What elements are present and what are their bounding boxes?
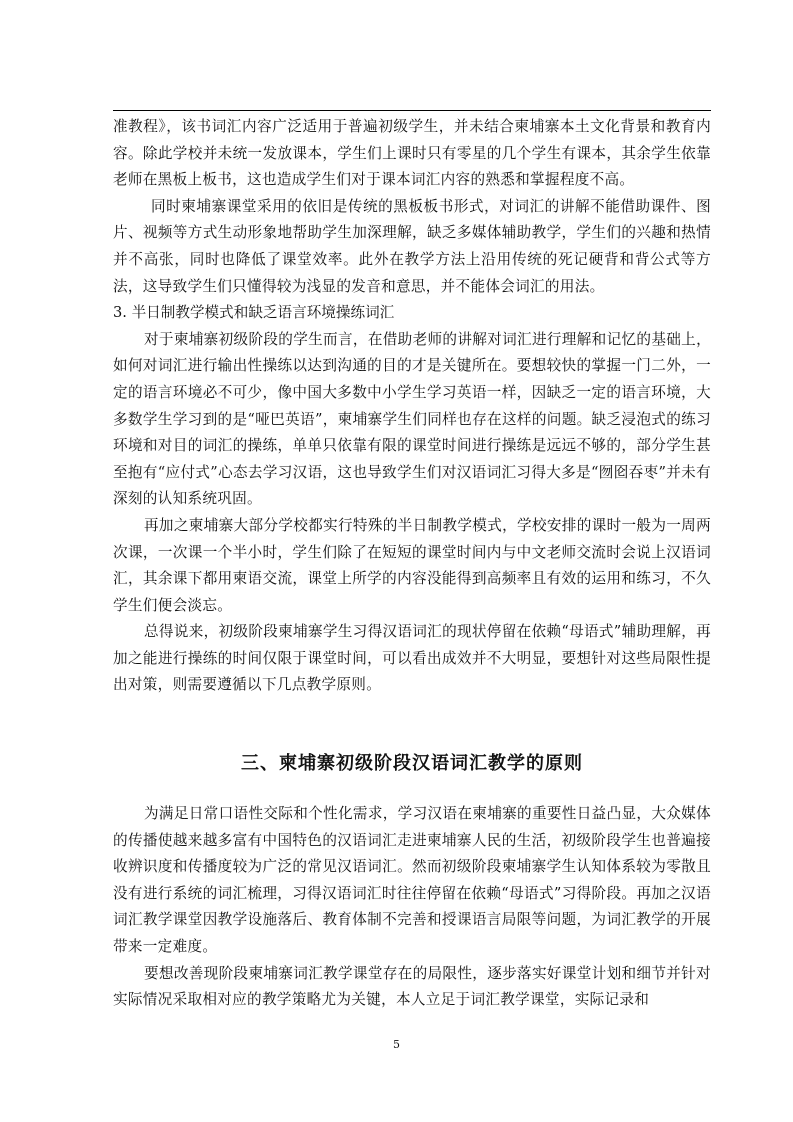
page-number: 5 bbox=[393, 1038, 400, 1051]
spacer bbox=[113, 699, 711, 749]
section-title: 三、柬埔寨初级阶段汉语词汇教学的原则 bbox=[241, 753, 583, 775]
paragraph: 要想改善现阶段柬埔寨词汇教学课堂存在的局限性，逐步落实好课堂计划和细节并针对实际情况采取相对应的教学策略尤为关键，本人立足于词汇教学课堂，实际记录和 bbox=[113, 964, 711, 1009]
paragraph: 总得说来，初级阶段柬埔寨学生习得汉语词汇的现状停留在依赖“母语式”辅助理解，再加之能进行操练的时间仅限于课堂时间，可以看出成效并不大明显，要想针对这些局限性提出对策，则需要遵循以下几点教学原则。 bbox=[113, 623, 711, 694]
subheading: 3. 半日制教学模式和缺乏语言环境操练词汇 bbox=[113, 304, 395, 322]
paragraph: 同时柬埔寨课堂采用的依旧是传统的黑板板书形式，对词汇的讲解不能借助课件、图片、视频等方式生动形象地帮助学生加深理解，缺乏多媒体辅助教学，学生们的兴趣和热情并不高张，同时也降低了课堂效率。此外在教学方法上沿用传统的死记硬背和背公式等方法，这导致学生们只懂得较为浅显的发音和意思，并不能体会词汇的用法。 bbox=[113, 197, 711, 295]
paragraph-continued: 准教程》，该书词汇内容广泛适用于普遍初级学生，并未结合柬埔寨本土文化背景和教育内容。除此学校并未统一发放课本，学生们上课时只有零星的几个学生有课本，其余学生依靠老师在黑板上板书，这也造成学生们对于课本词汇内容的熟悉和掌握程度不高。 bbox=[113, 118, 711, 189]
page-body bbox=[113, 114, 711, 1014]
paragraph: 再加之柬埔寨大部分学校都实行特殊的半日制教学模式，学校安排的课时一般为一周两次课，一次课一个半小时，学生们除了在短短的课堂时间内与中文老师交流时会说上汉语词汇，其余课下都用柬语交流，课堂上所学的内容没能得到高频率且有效的运用和练习，不久学生们便会淡忘。 bbox=[113, 516, 711, 614]
paragraph: 为满足日常口语性交际和个性化需求，学习汉语在柬埔寨的重要性日益凸显，大众媒体的传播使越来越多富有中国特色的汉语词汇走进柬埔寨人民的生活，初级阶段学生也普遍接收辨识度和传播度较为广泛的常见汉语词汇。然而初级阶段柬埔寨学生认知体系较为零散且没有进行系统的词汇梳理，习得汉语词汇时往往停留在依赖“母语式”习得阶段。再加之汉语词汇教学课堂因教学设施落后、教育体制不完善和授课语言局限等问题，为词汇教学的开展带来一定难度。 bbox=[113, 805, 711, 956]
header-rule bbox=[113, 110, 711, 111]
spacer bbox=[113, 779, 711, 801]
paragraph: 对于柬埔寨初级阶段的学生而言，在借助老师的讲解对词汇进行理解和记忆的基础上，如何对词汇进行输出性操练以达到沟通的目的才是关键所在。要想较快的掌握一门二外，一定的语言环境必不可少，像中国大多数中小学生学习英语一样，因缺乏一定的语言环境，大多数学生学习到的是“哑巴英语”，柬埔寨学生们同样也存在这样的问题。缺乏浸泡式的练习环境和对目的词汇的操练，单单只依靠有限的课堂时间进行操练是远远不够的，部分学生甚至抱有“应付式”心态去学习汉语，这也导致学生们对汉语词汇习得大多是“囫囵吞枣”并未有深刻的认知系统巩固。 bbox=[113, 330, 711, 508]
